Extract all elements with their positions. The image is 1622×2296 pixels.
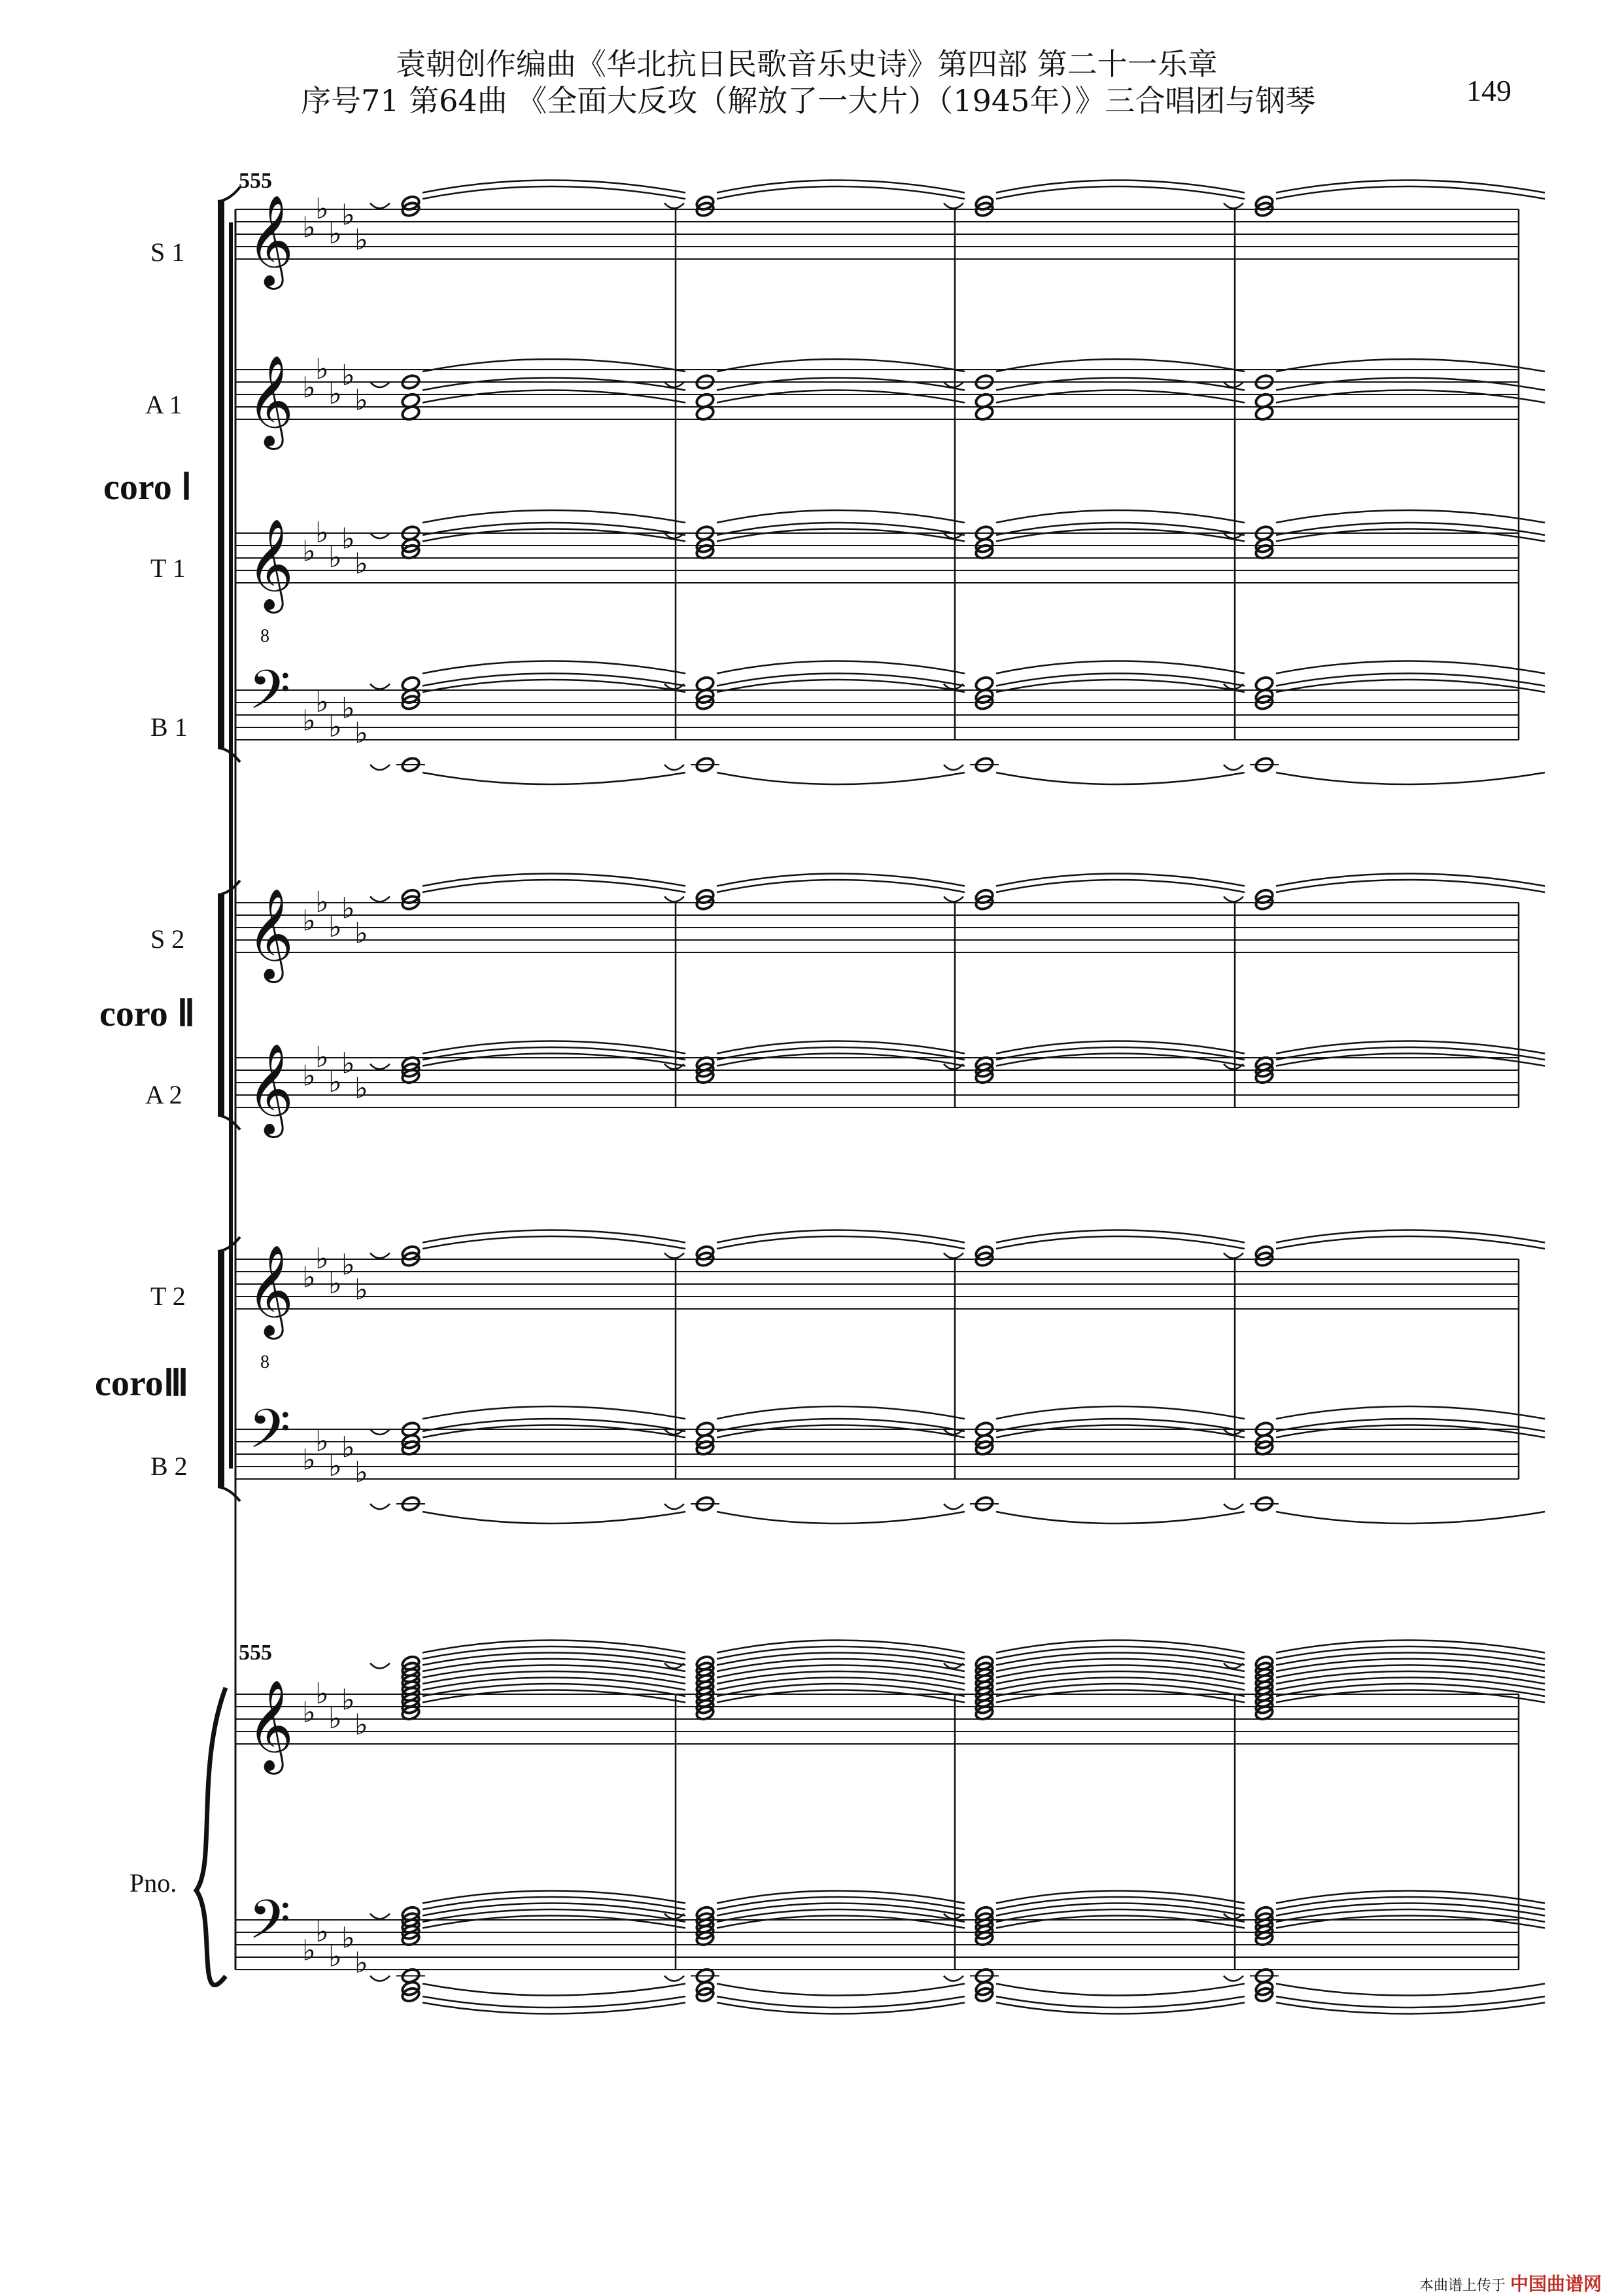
- flat-icon: ♭: [328, 217, 342, 251]
- flat-icon: ♭: [354, 1708, 368, 1742]
- flat-icon: ♭: [315, 353, 329, 386]
- tie-arc: [996, 773, 1245, 784]
- flat-icon: ♭: [328, 1066, 342, 1099]
- tie-arc: [996, 1996, 1245, 2008]
- footer-watermark: [1419, 2270, 1602, 2296]
- tie-in-arc: [370, 1504, 390, 1509]
- tie-arc: [996, 661, 1245, 674]
- flat-icon: ♭: [302, 1059, 316, 1093]
- flat-icon: ♭: [302, 904, 316, 938]
- tie-arc: [423, 378, 685, 391]
- tie-arc: [423, 1512, 685, 1523]
- tie-in-arc: [664, 765, 684, 770]
- tie-in-arc: [1224, 765, 1243, 770]
- tie-in-arc: [370, 1976, 390, 1981]
- treble-clef-icon: 𝄞: [247, 1043, 294, 1134]
- tie-in-arc: [944, 203, 963, 209]
- tie-arc: [423, 1425, 685, 1438]
- tie-in-arc: [1224, 1976, 1243, 1981]
- flat-icon: ♭: [354, 1071, 368, 1105]
- tie-in-arc: [944, 1504, 963, 1509]
- flat-icon: ♭: [341, 198, 355, 232]
- bass-clef-icon: 𝄢: [249, 658, 291, 735]
- flat-icon: ♭: [341, 1431, 355, 1465]
- flat-icon: ♭: [302, 534, 316, 568]
- tie-in-arc: [664, 1253, 684, 1259]
- flat-icon: ♭: [328, 1702, 342, 1735]
- choir-bracket: [218, 201, 224, 748]
- tie-arc: [717, 1054, 965, 1066]
- tie-arc: [1276, 1054, 1545, 1066]
- tie-arc: [1276, 661, 1545, 674]
- tie-arc: [996, 1690, 1245, 1703]
- tie-arc: [717, 1406, 965, 1419]
- flat-icon: ♭: [315, 192, 329, 226]
- staff-label-s1: S 1: [150, 237, 185, 267]
- group-label-coro3: coroⅢ: [95, 1363, 189, 1404]
- staff-label-t1: T 1: [150, 553, 186, 583]
- tie-in-arc: [370, 203, 390, 209]
- footer-upload-text: 本曲谱上传于: [1419, 2278, 1506, 2294]
- flat-icon: ♭: [341, 522, 355, 556]
- staff-label-b1: B 1: [150, 712, 188, 742]
- tie-arc: [1276, 1996, 1545, 2008]
- treble-clef-icon: 𝄞: [247, 519, 294, 610]
- tie-arc: [423, 186, 685, 199]
- flat-icon: ♭: [315, 686, 329, 719]
- tie-arc: [1276, 1406, 1545, 1419]
- tie-arc: [996, 1406, 1245, 1419]
- tie-in-arc: [370, 765, 390, 770]
- measure-number: 555: [239, 169, 272, 193]
- staff-label-s2: S 2: [150, 924, 185, 954]
- tie-arc: [423, 1690, 685, 1703]
- bass-clef-icon: 𝄢: [249, 1397, 291, 1474]
- tie-arc: [717, 1984, 965, 1996]
- tie-arc: [423, 1916, 685, 1928]
- flat-icon: ♭: [354, 716, 368, 750]
- tie-in-arc: [664, 1976, 684, 1981]
- flat-icon: ♭: [341, 691, 355, 725]
- tie-in-arc: [1224, 203, 1243, 209]
- flat-icon: ♭: [354, 223, 368, 257]
- flat-icon: ♭: [341, 1683, 355, 1717]
- choir-bracket: [218, 1251, 224, 1487]
- tie-arc: [717, 391, 965, 403]
- tie-arc: [1276, 773, 1545, 784]
- tie-in-arc: [370, 897, 390, 902]
- flat-icon: ♭: [354, 547, 368, 581]
- flat-icon: ♭: [341, 892, 355, 926]
- group-label-coro2: coro Ⅱ: [99, 994, 196, 1034]
- flat-icon: ♭: [328, 377, 342, 411]
- flat-icon: ♭: [341, 1047, 355, 1081]
- tie-arc: [1276, 1690, 1545, 1703]
- tie-arc: [996, 1984, 1245, 1996]
- tie-in-arc: [370, 1064, 390, 1070]
- tie-arc: [1276, 880, 1545, 892]
- tie-arc: [423, 773, 685, 784]
- flat-icon: ♭: [328, 710, 342, 744]
- tie-arc: [996, 529, 1245, 542]
- tie-in-arc: [664, 203, 684, 209]
- tie-arc: [1276, 1916, 1545, 1928]
- tie-arc: [423, 529, 685, 542]
- treble-clef-icon: 𝄞: [247, 195, 294, 286]
- octave-mark: 8: [260, 1352, 269, 1372]
- flat-icon: ♭: [302, 211, 316, 245]
- flat-icon: ♭: [341, 1921, 355, 1955]
- tie-in-arc: [944, 1976, 963, 1981]
- title-line-2: 序号71 第64曲 《全面大反攻（解放了一大片）（1945年）》三合唱团与钢琴: [301, 83, 1316, 118]
- group-label-piano: Pno.: [129, 1868, 177, 1898]
- flat-icon: ♭: [341, 1248, 355, 1282]
- tie-in-arc: [664, 897, 684, 902]
- tie-arc: [1276, 510, 1545, 523]
- tie-arc: [996, 391, 1245, 403]
- tie-in-arc: [944, 897, 963, 902]
- tie-in-arc: [370, 684, 390, 689]
- tie-arc: [996, 1916, 1245, 1928]
- page-number: 149: [1466, 74, 1511, 107]
- flat-icon: ♭: [354, 916, 368, 950]
- flat-icon: ♭: [328, 1940, 342, 1974]
- flat-icon: ♭: [302, 1261, 316, 1295]
- flat-icon: ♭: [315, 1915, 329, 1949]
- bass-clef-icon: 𝄢: [249, 1888, 291, 1964]
- flat-icon: ♭: [328, 1267, 342, 1300]
- tie-arc: [717, 1236, 965, 1249]
- octave-mark: 8: [260, 626, 269, 646]
- tie-in-arc: [944, 1253, 963, 1259]
- tie-arc: [1276, 186, 1545, 199]
- piano-measure-number: 555: [239, 1641, 272, 1665]
- tie-arc: [996, 880, 1245, 892]
- choir-bracket: [218, 895, 224, 1115]
- treble-clef-icon: 𝄞: [247, 888, 294, 979]
- tie-arc: [1276, 391, 1545, 403]
- tie-arc: [1276, 1236, 1545, 1249]
- flat-icon: ♭: [354, 1455, 368, 1489]
- bracket-hook: [218, 187, 240, 201]
- tie-arc: [717, 510, 965, 523]
- tie-arc: [717, 1425, 965, 1438]
- flat-icon: ♭: [315, 1677, 329, 1711]
- flat-icon: ♭: [315, 516, 329, 549]
- staff-label-a1: A 1: [145, 390, 182, 419]
- tie-arc: [717, 773, 965, 784]
- tie-in-arc: [370, 1914, 390, 1919]
- tie-arc: [1276, 1984, 1545, 1996]
- flat-icon: ♭: [354, 1946, 368, 1980]
- treble-clef-icon: 𝄞: [247, 1245, 294, 1336]
- tie-arc: [717, 1690, 965, 1703]
- bracket-hook: [218, 1487, 240, 1501]
- tie-in-arc: [1224, 1253, 1243, 1259]
- tie-arc: [423, 1406, 685, 1419]
- tie-arc: [717, 1996, 965, 2008]
- group-label-coro1: coro Ⅰ: [103, 467, 192, 508]
- piano-brace: [196, 1688, 226, 1985]
- tie-arc: [423, 510, 685, 523]
- tie-in-arc: [944, 765, 963, 770]
- tie-arc: [423, 1236, 685, 1249]
- tie-arc: [717, 880, 965, 892]
- flat-icon: ♭: [302, 371, 316, 405]
- flat-icon: ♭: [302, 1443, 316, 1477]
- flat-icon: ♭: [354, 383, 368, 417]
- tie-in-arc: [1224, 897, 1243, 902]
- flat-icon: ♭: [328, 911, 342, 944]
- staff-label-a2: A 2: [145, 1080, 182, 1109]
- flat-icon: ♭: [302, 704, 316, 738]
- flat-icon: ♭: [328, 1450, 342, 1483]
- flat-icon: ♭: [341, 358, 355, 392]
- tie-in-arc: [370, 1429, 390, 1435]
- treble-clef-icon: 𝄞: [247, 1680, 294, 1771]
- tie-arc: [996, 378, 1245, 391]
- tie-arc: [996, 1512, 1245, 1523]
- tie-arc: [717, 1916, 965, 1928]
- tie-arc: [423, 880, 685, 892]
- flat-icon: ♭: [302, 1696, 316, 1730]
- tie-arc: [996, 1236, 1245, 1249]
- tie-arc: [423, 1996, 685, 2008]
- tie-in-arc: [1224, 1504, 1243, 1509]
- flat-icon: ♭: [315, 1041, 329, 1074]
- flat-icon: ♭: [315, 886, 329, 919]
- tie-arc: [717, 1512, 965, 1523]
- tie-arc: [996, 1425, 1245, 1438]
- tie-in-arc: [370, 1663, 390, 1669]
- tie-in-arc: [370, 1253, 390, 1259]
- tie-in-arc: [370, 382, 390, 387]
- tie-arc: [1276, 529, 1545, 542]
- tie-arc: [423, 391, 685, 403]
- flat-icon: ♭: [354, 1273, 368, 1307]
- site-logo-text: 中国曲谱网: [1510, 2273, 1602, 2295]
- flat-icon: ♭: [328, 541, 342, 574]
- choir-bracket-outer: [229, 222, 233, 1469]
- flat-icon: ♭: [302, 1934, 316, 1968]
- treble-clef-icon: 𝄞: [247, 355, 294, 446]
- tie-arc: [996, 186, 1245, 199]
- tie-arc: [423, 1984, 685, 1996]
- staff-label-b2: B 2: [150, 1452, 188, 1481]
- tie-arc: [717, 529, 965, 542]
- tie-arc: [1276, 1512, 1545, 1523]
- tie-in-arc: [370, 533, 390, 538]
- staff-label-t2: T 2: [150, 1281, 186, 1311]
- tie-arc: [717, 378, 965, 391]
- tie-arc: [1276, 378, 1545, 391]
- tie-arc: [717, 186, 965, 199]
- flat-icon: ♭: [315, 1425, 329, 1458]
- tie-arc: [423, 661, 685, 674]
- title-line-1: 袁朝创作编曲《华北抗日民歌音乐史诗》第四部 第二十一乐章: [396, 46, 1218, 82]
- tie-arc: [423, 1054, 685, 1066]
- tie-arc: [1276, 1425, 1545, 1438]
- tie-in-arc: [664, 1504, 684, 1509]
- tie-arc: [996, 1054, 1245, 1066]
- flat-icon: ♭: [315, 1242, 329, 1276]
- tie-arc: [996, 510, 1245, 523]
- tie-arc: [717, 661, 965, 674]
